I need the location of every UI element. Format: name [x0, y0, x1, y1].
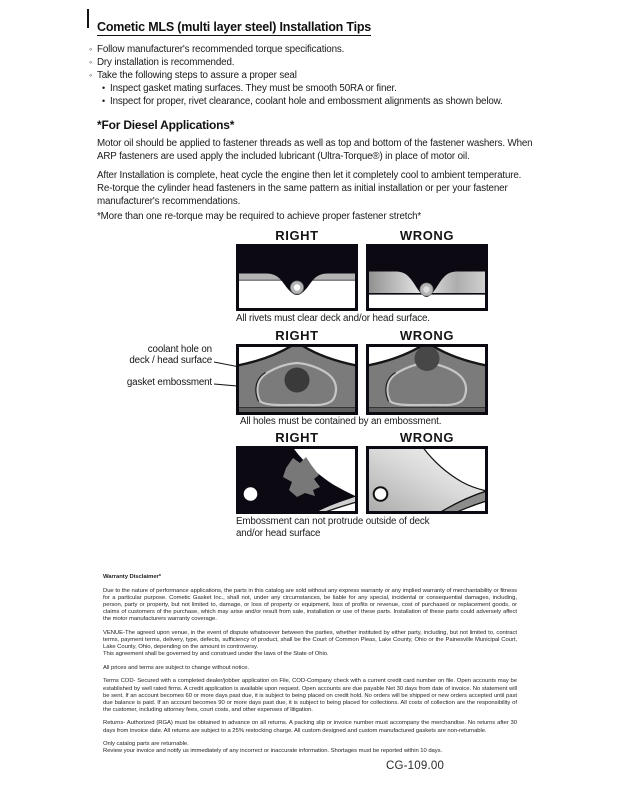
tip-text: Dry installation is recommended.	[97, 57, 235, 68]
right-label: RIGHT	[275, 228, 319, 243]
fine-print-paragraph: All prices and terms are subject to change without notice.	[103, 664, 250, 671]
diagram-row-embossment-protrusion	[236, 430, 488, 514]
diesel-paragraph-1: Motor oil should be applied to fastener threads as well as top and bottom of the fastener washers. When ARP fasteners are used apply the included lubricant (Ultra-Torque®) in place of motor oil.	[97, 138, 533, 162]
list-item	[89, 56, 549, 69]
bolt-hole	[244, 487, 258, 501]
bullet-icon: ◦	[89, 70, 93, 80]
fine-print-paragraph: Only catalog parts are returnable.	[103, 741, 189, 748]
coolant-hole	[415, 346, 440, 371]
caption-embossment-containment: All holes must be contained by an embossment.	[240, 416, 442, 427]
embossment-wrong-diagram	[366, 344, 488, 415]
rivet-clearance-wrong-diagram	[366, 244, 488, 311]
right-label: RIGHT	[275, 328, 319, 343]
protrusion-wrong-diagram	[366, 446, 488, 514]
callout-text: deck / head surface	[129, 355, 212, 366]
protrusion-right-diagram	[236, 446, 358, 514]
warranty-disclaimer-heading: Warranty Disclaimer*	[103, 574, 162, 580]
catalog-page-number: CG-109.00	[386, 760, 445, 772]
diagram-callouts	[94, 344, 212, 388]
embossment-right-diagram	[236, 344, 358, 415]
list-item	[89, 69, 549, 82]
right-label: RIGHT	[275, 430, 319, 445]
margin-artifact-line	[87, 9, 89, 28]
bullet-icon: ◦	[89, 57, 93, 67]
bullet-icon: ◦	[89, 44, 93, 54]
list-item	[89, 82, 549, 95]
tip-text: Inspect gasket mating surfaces. They must be smooth 50RA or finer.	[110, 83, 397, 94]
fine-print-paragraph: This agreement shall be governed by and construed under the laws of the State of Ohio.	[103, 651, 329, 658]
caption-embossment-protrusion: Embossment can not protrude outside of deck and/or head surface	[236, 516, 430, 539]
installation-tips-list	[89, 43, 549, 108]
fine-print-paragraph: VENUE-The agreed upon venue, in the event of dispute whatsoever between the parties, whether instituted by either party, including, but not limited to, contract terms, payment terms, delivery, type, defects, sufficiency of product, shall be the Court of Common Pleas, Lake County, Ohio or the Painesville Municipal Court, Lake County, Ohio, depending on the amount in controversy.	[103, 629, 517, 650]
caption-rivet-clearance: All rivets must clear deck and/or head surface.	[236, 313, 430, 324]
coolant-hole	[285, 368, 310, 393]
retorque-note: *More than one re-torque may be required to achieve proper fastener stretch*	[97, 211, 422, 222]
bullet-icon: •	[102, 83, 106, 93]
diesel-applications-heading: *For Diesel Applications*	[97, 118, 235, 132]
bullet-icon: •	[102, 96, 106, 106]
diagram-row-rivet-clearance	[236, 228, 488, 311]
callout-gasket-embossment: gasket embossment	[126, 377, 212, 388]
list-item	[89, 95, 549, 108]
wrong-label: WRONG	[399, 228, 455, 243]
callout-text: coolant hole on	[147, 344, 212, 355]
tip-text: Follow manufacturer's recommended torque specifications.	[97, 44, 345, 55]
fine-print-paragraph: Review your invoice and notify us immediately of any incorrect or inaccurate information. Shortages must be reported within 10 days.	[103, 748, 443, 755]
diesel-paragraph-2: After Installation is complete, heat cycle the engine then let it completely cool to ambient temperature. Re-torque the cylinder head fasteners in the same pattern as initial installation or per your fastener manufacturer's recommendations.	[97, 170, 522, 207]
fine-print-paragraph: Due to the nature of performance applications, the parts in this catalog are sold without any express warranty or any implied warranty of merchantability or fitness for a particular purpose. Cometic Gasket Inc., shall not, under any circumstances, be liable for any special, incidental or consequential damages, including, person, party or property, but not limited to, damage, or loss of property or equipment, loss of profits or revenue, cost of purchased or replacement goods, or claims of customers of the purchase, which may arise and/or result from sale, installation or use of these parts. Installation of these parts could adversely affect the motor manufacturers warranty coverage.	[103, 587, 517, 623]
callout-coolant-hole	[94, 344, 212, 366]
wrong-label: WRONG	[399, 328, 455, 343]
list-item	[89, 43, 549, 56]
bolt-hole	[374, 487, 388, 501]
warranty-disclaimer-section	[103, 574, 517, 755]
fine-print-paragraph: Terms COD- Secured with a completed dealer/jobber application on File, COD-Company check with a current credit card number on file. Open accounts may be established by well rated firms. A credit application is available upon request. Open accounts are due payable Net 30 days from date of invoice. No statement will be sent. If an account becomes 60 or more days past due, it is subject to being placed on credit hold. No orders will be shipped or new orders accepted until past due balance is paid. If an account becomes 90 or more days past due, it is subject to being placed for collections. All costs of collection are the responsibility of the customer, including attorney fees, court costs, and other expenses of litigation.	[103, 678, 517, 713]
rivet-clearance-right-diagram	[236, 244, 358, 311]
tip-text: Inspect for proper, rivet clearance, coolant hole and embossment alignments as shown below.	[110, 96, 503, 107]
page-title: Cometic MLS (multi layer steel) Installation Tips	[97, 20, 372, 34]
tip-text: Take the following steps to assure a proper seal	[97, 70, 297, 81]
diagram-row-embossment-containment	[236, 328, 488, 415]
fine-print-paragraph: Returns- Authorized (RGA) must be obtained in advance on all returns. A packing slip or invoice number must accompany the merchandise. No returns after 30 days from invoice date. All returns are subject to a 25% restocking charge. All custom designed and custom manufactured gaskets are non-returnable.	[103, 720, 517, 734]
wrong-label: WRONG	[399, 430, 455, 445]
